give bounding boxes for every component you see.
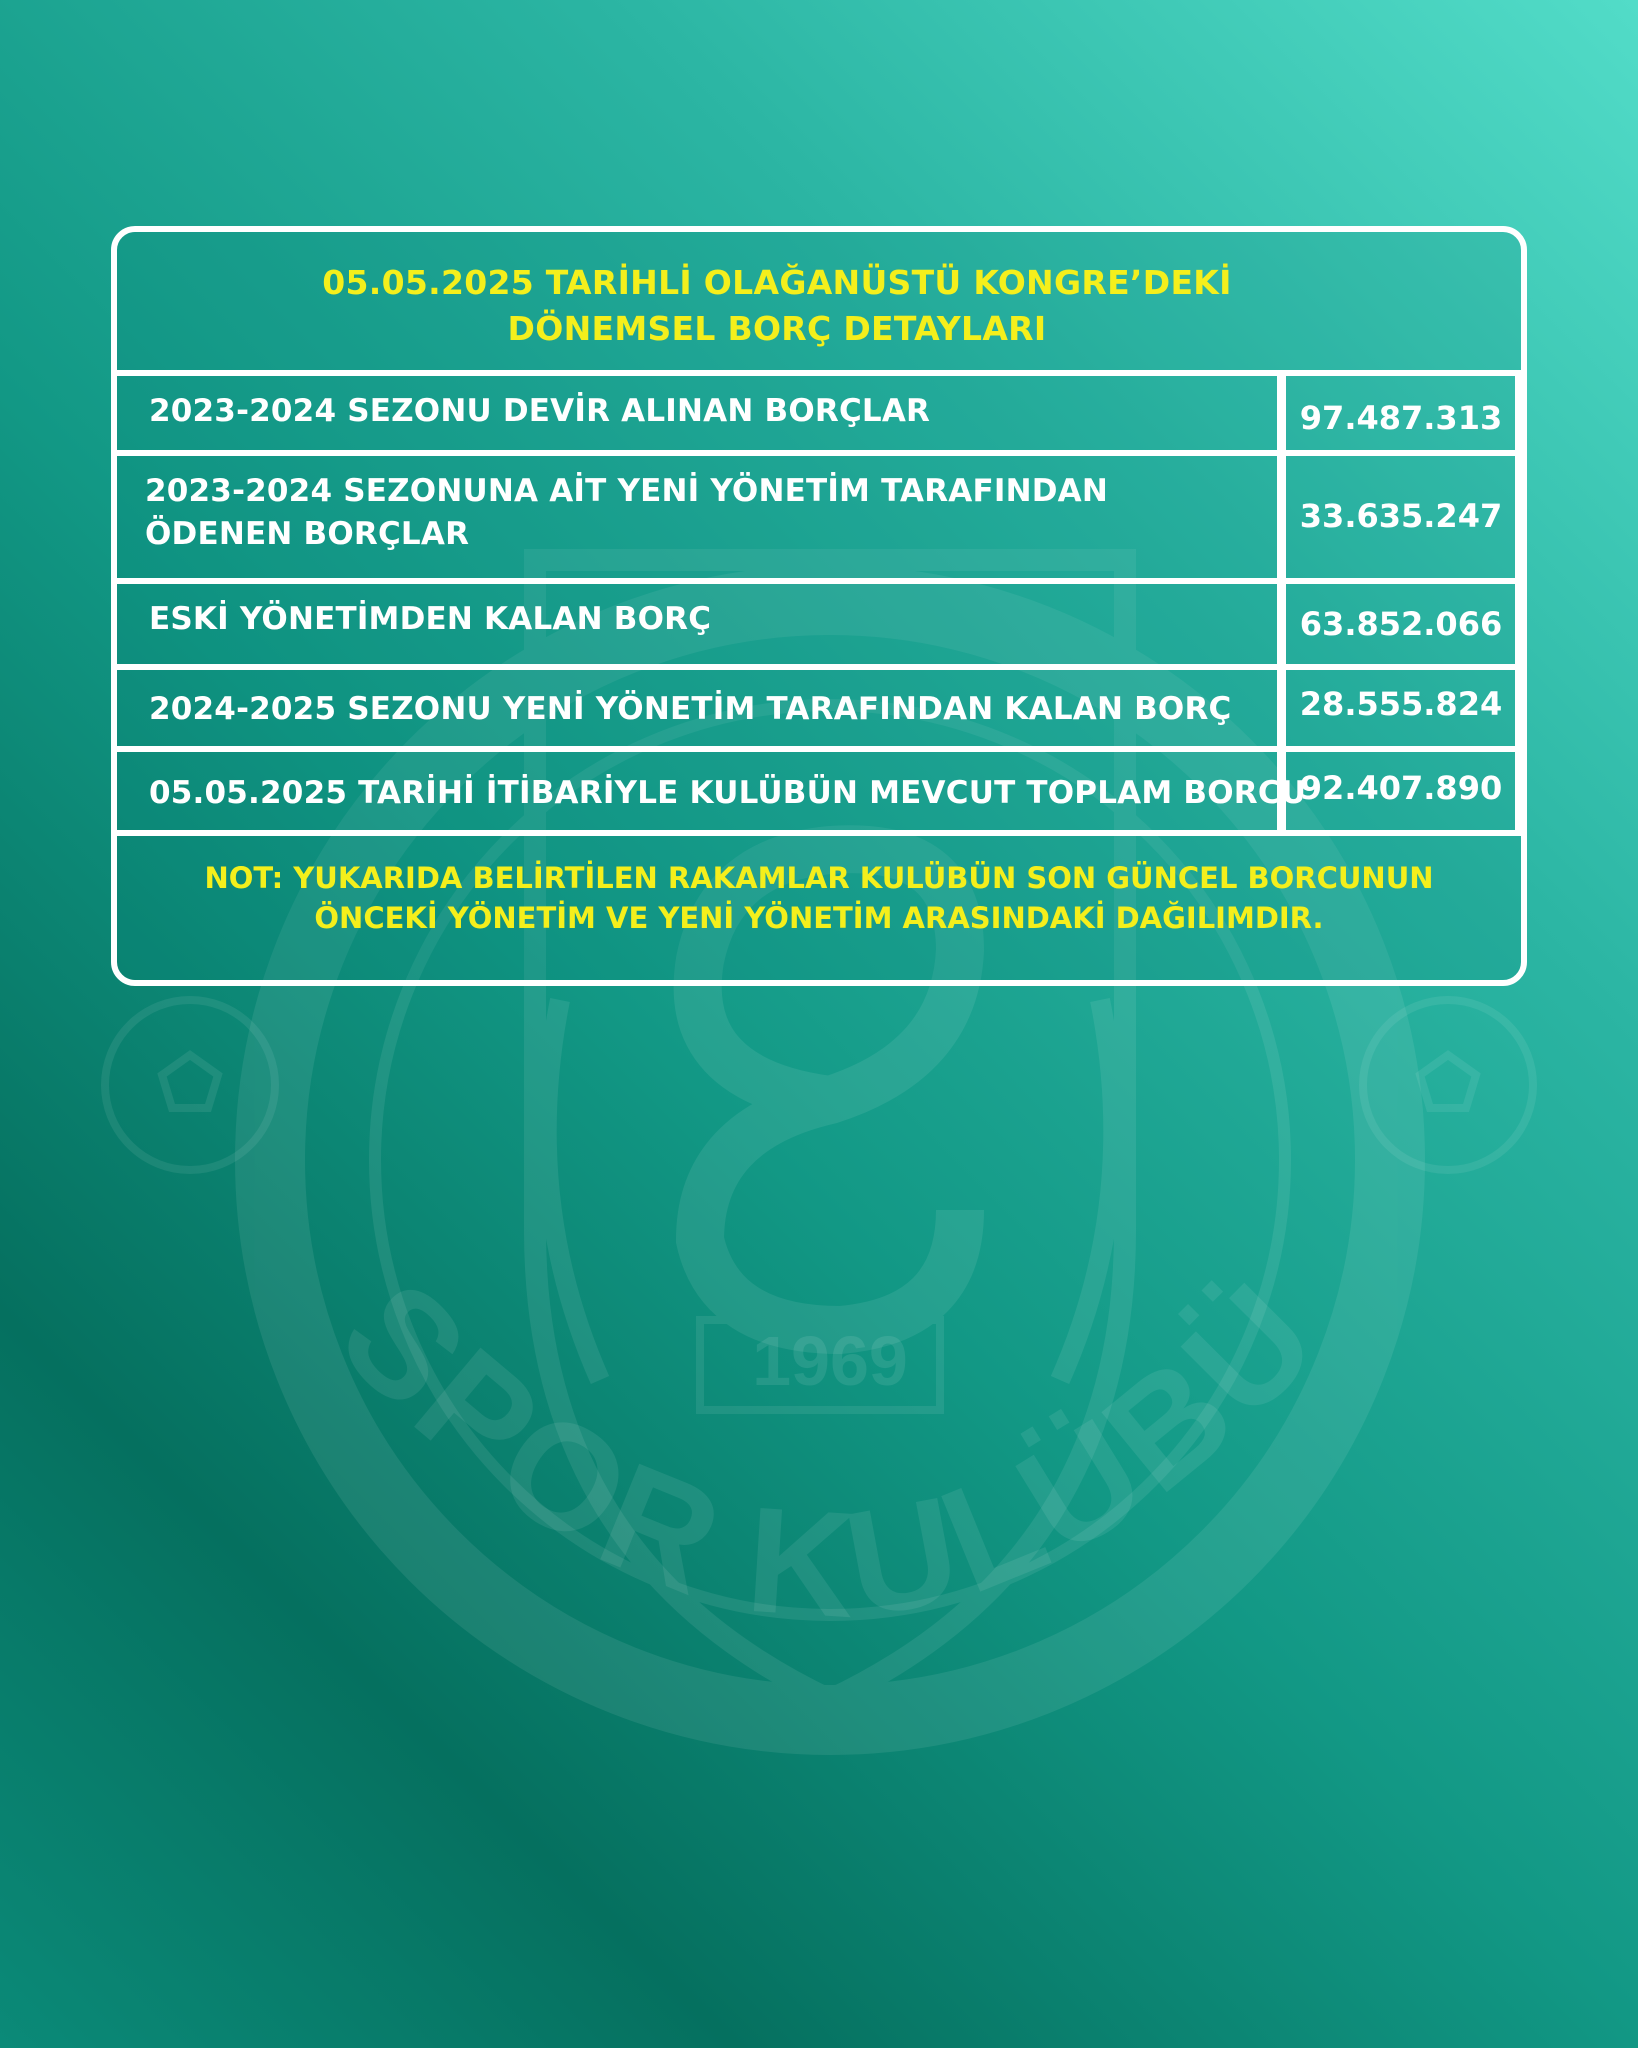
row-value: 97.487.313 [1299, 399, 1503, 437]
row-label: 2023-2024 SEZONUNA AİT YENİ YÖNETİM TARAFINDAN ÖDENEN BORÇLAR [145, 473, 1109, 552]
debt-table-panel [111, 226, 1527, 986]
row-label: ESKİ YÖNETİMDEN KALAN BORÇ [149, 601, 712, 637]
title-line-2: DÖNEMSEL BORÇ DETAYLARI [507, 309, 1047, 348]
row-label: 2024-2025 SEZONU YENİ YÖNETİM TARAFINDAN KALAN BORÇ [149, 691, 1232, 727]
divider [117, 450, 1521, 456]
divider [117, 746, 1521, 752]
row-value: 28.555.824 [1299, 685, 1503, 723]
row-value: 33.635.247 [1299, 497, 1503, 535]
footnote [117, 858, 1521, 938]
divider [117, 370, 1521, 376]
divider [117, 830, 1521, 836]
row-value: 92.407.890 [1299, 769, 1503, 807]
row-label: 05.05.2025 TARİHİ İTİBARİYLE KULÜBÜN MEVCUT TOPLAM BORCU [149, 775, 1307, 811]
watermark-year: 1969 [752, 1322, 908, 1400]
divider [117, 578, 1521, 584]
divider [117, 664, 1521, 670]
title-line-1: 05.05.2025 TARİHLİ OLAĞANÜSTÜ KONGRE’DEKİ [322, 263, 1232, 302]
footnote-line-2: ÖNCEKİ YÖNETİM VE YENİ YÖNETİM ARASINDAKİ DAĞILIMDIR. [314, 901, 1324, 935]
column-divider [1515, 376, 1524, 830]
row-value: 63.852.066 [1299, 605, 1503, 643]
footnote-line-1: NOT: YUKARIDA BELİRTİLEN RAKAMLAR KULÜBÜN SON GÜNCEL BORCUNUN [204, 861, 1434, 895]
row-label: 2023-2024 SEZONU DEVİR ALINAN BORÇLAR [149, 393, 931, 429]
table-title [117, 260, 1437, 352]
watermark-bottom-text: SPOR KULÜBÜ [309, 1248, 1351, 1650]
column-divider [1277, 376, 1286, 830]
